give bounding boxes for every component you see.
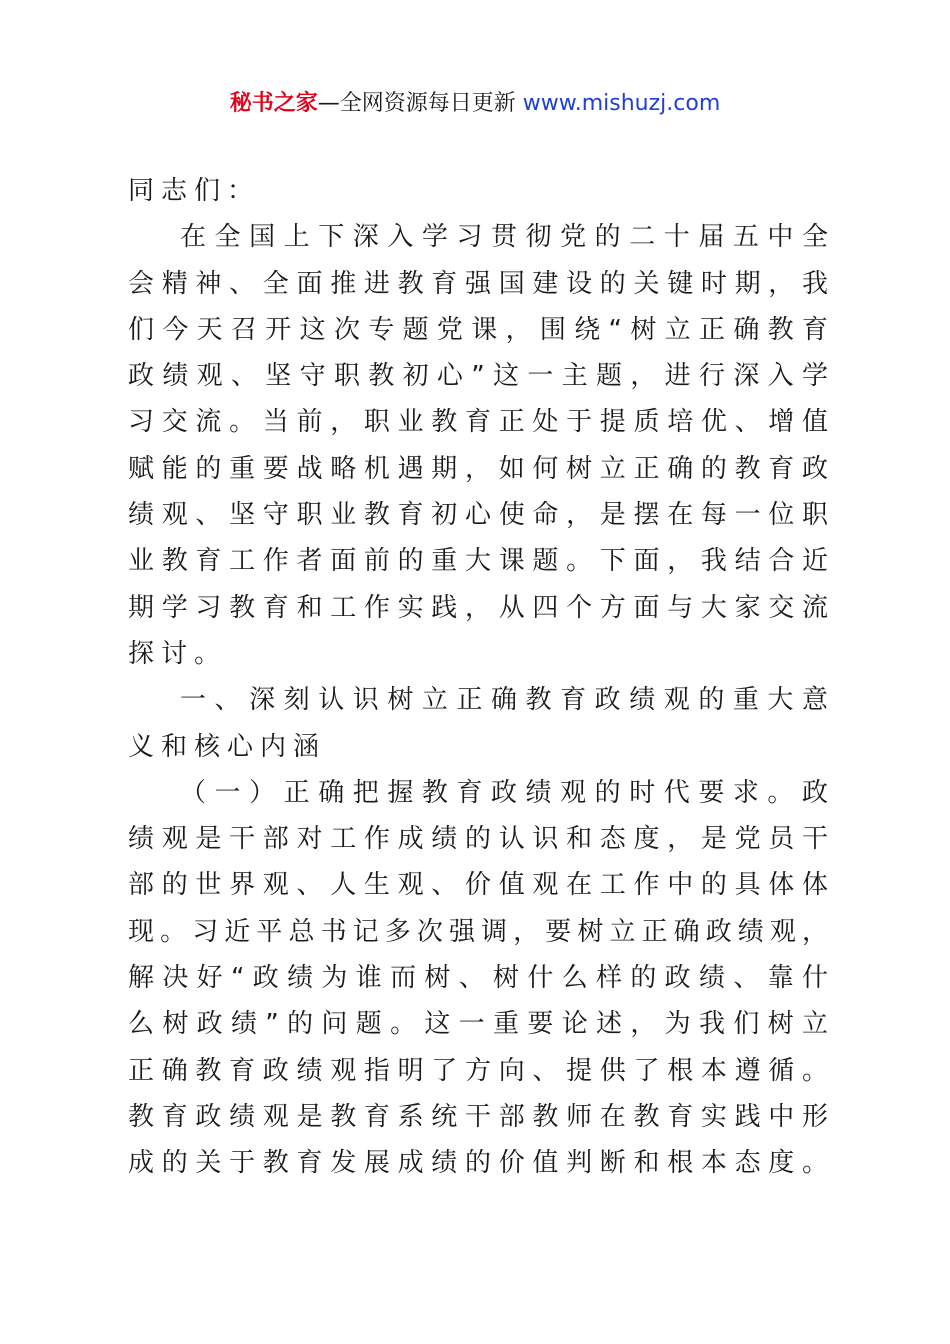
brand-name: 秘书之家: [229, 91, 318, 116]
text-line: 会精神、全面推进教育强国建设的关键时期，我: [128, 268, 828, 299]
text-line: 期学习教育和工作实践，从四个方面与大家交流: [128, 592, 828, 623]
site-header: [0, 88, 950, 120]
document-body: [128, 168, 828, 1187]
text-line: 政绩观、坚守职教初心”这一主题，进行深入学: [128, 361, 828, 392]
text-line: 成的关于教育发展成绩的价值判断和根本态度。: [128, 1148, 828, 1179]
section-heading: 义和核心内涵: [128, 731, 327, 762]
text-line: 么树政绩”的问题。这一重要论述，为我们树立: [128, 1009, 828, 1040]
subsection-heading: （一）正确把握教育政绩观的时代要求。政: [180, 777, 828, 808]
header-slogan: —全网资源每日更新: [317, 91, 523, 116]
text-line: 绩观是干部对工作成绩的认识和态度，是党员干: [128, 824, 828, 855]
text-line: 习交流。当前，职业教育正处于提质培优、增值: [128, 407, 828, 438]
text-line: 部的世界观、人生观、价值观在工作中的具体体: [128, 870, 828, 901]
text-line: 们今天召开这次专题党课，围绕“树立正确教育: [128, 314, 828, 345]
text-line: 业教育工作者面前的重大课题。下面，我结合近: [128, 546, 828, 577]
text-line: 现。习近平总书记多次强调，要树立正确政绩观，: [128, 916, 828, 947]
salutation: 同志们：: [128, 176, 261, 206]
section-heading: 一、深刻认识树立正确教育政绩观的重大意: [180, 685, 828, 716]
text-line: 赋能的重要战略机遇期，如何树立正确的教育政: [128, 453, 828, 484]
text-line: 绩观、坚守职业教育初心使命，是摆在每一位职: [128, 500, 828, 531]
site-url-link[interactable]: www.mishuzj.com: [522, 91, 721, 116]
text-line: 正确教育政绩观指明了方向、提供了根本遵循。: [128, 1055, 828, 1086]
text-line: 在全国上下深入学习贯彻党的二十届五中全: [180, 222, 828, 253]
text-line: 解决好“政绩为谁而树、树什么样的政绩、靠什: [128, 963, 828, 994]
text-line: 探讨。: [128, 638, 228, 669]
text-line: 教育政绩观是教育系统干部教师在教育实践中形: [128, 1101, 828, 1132]
